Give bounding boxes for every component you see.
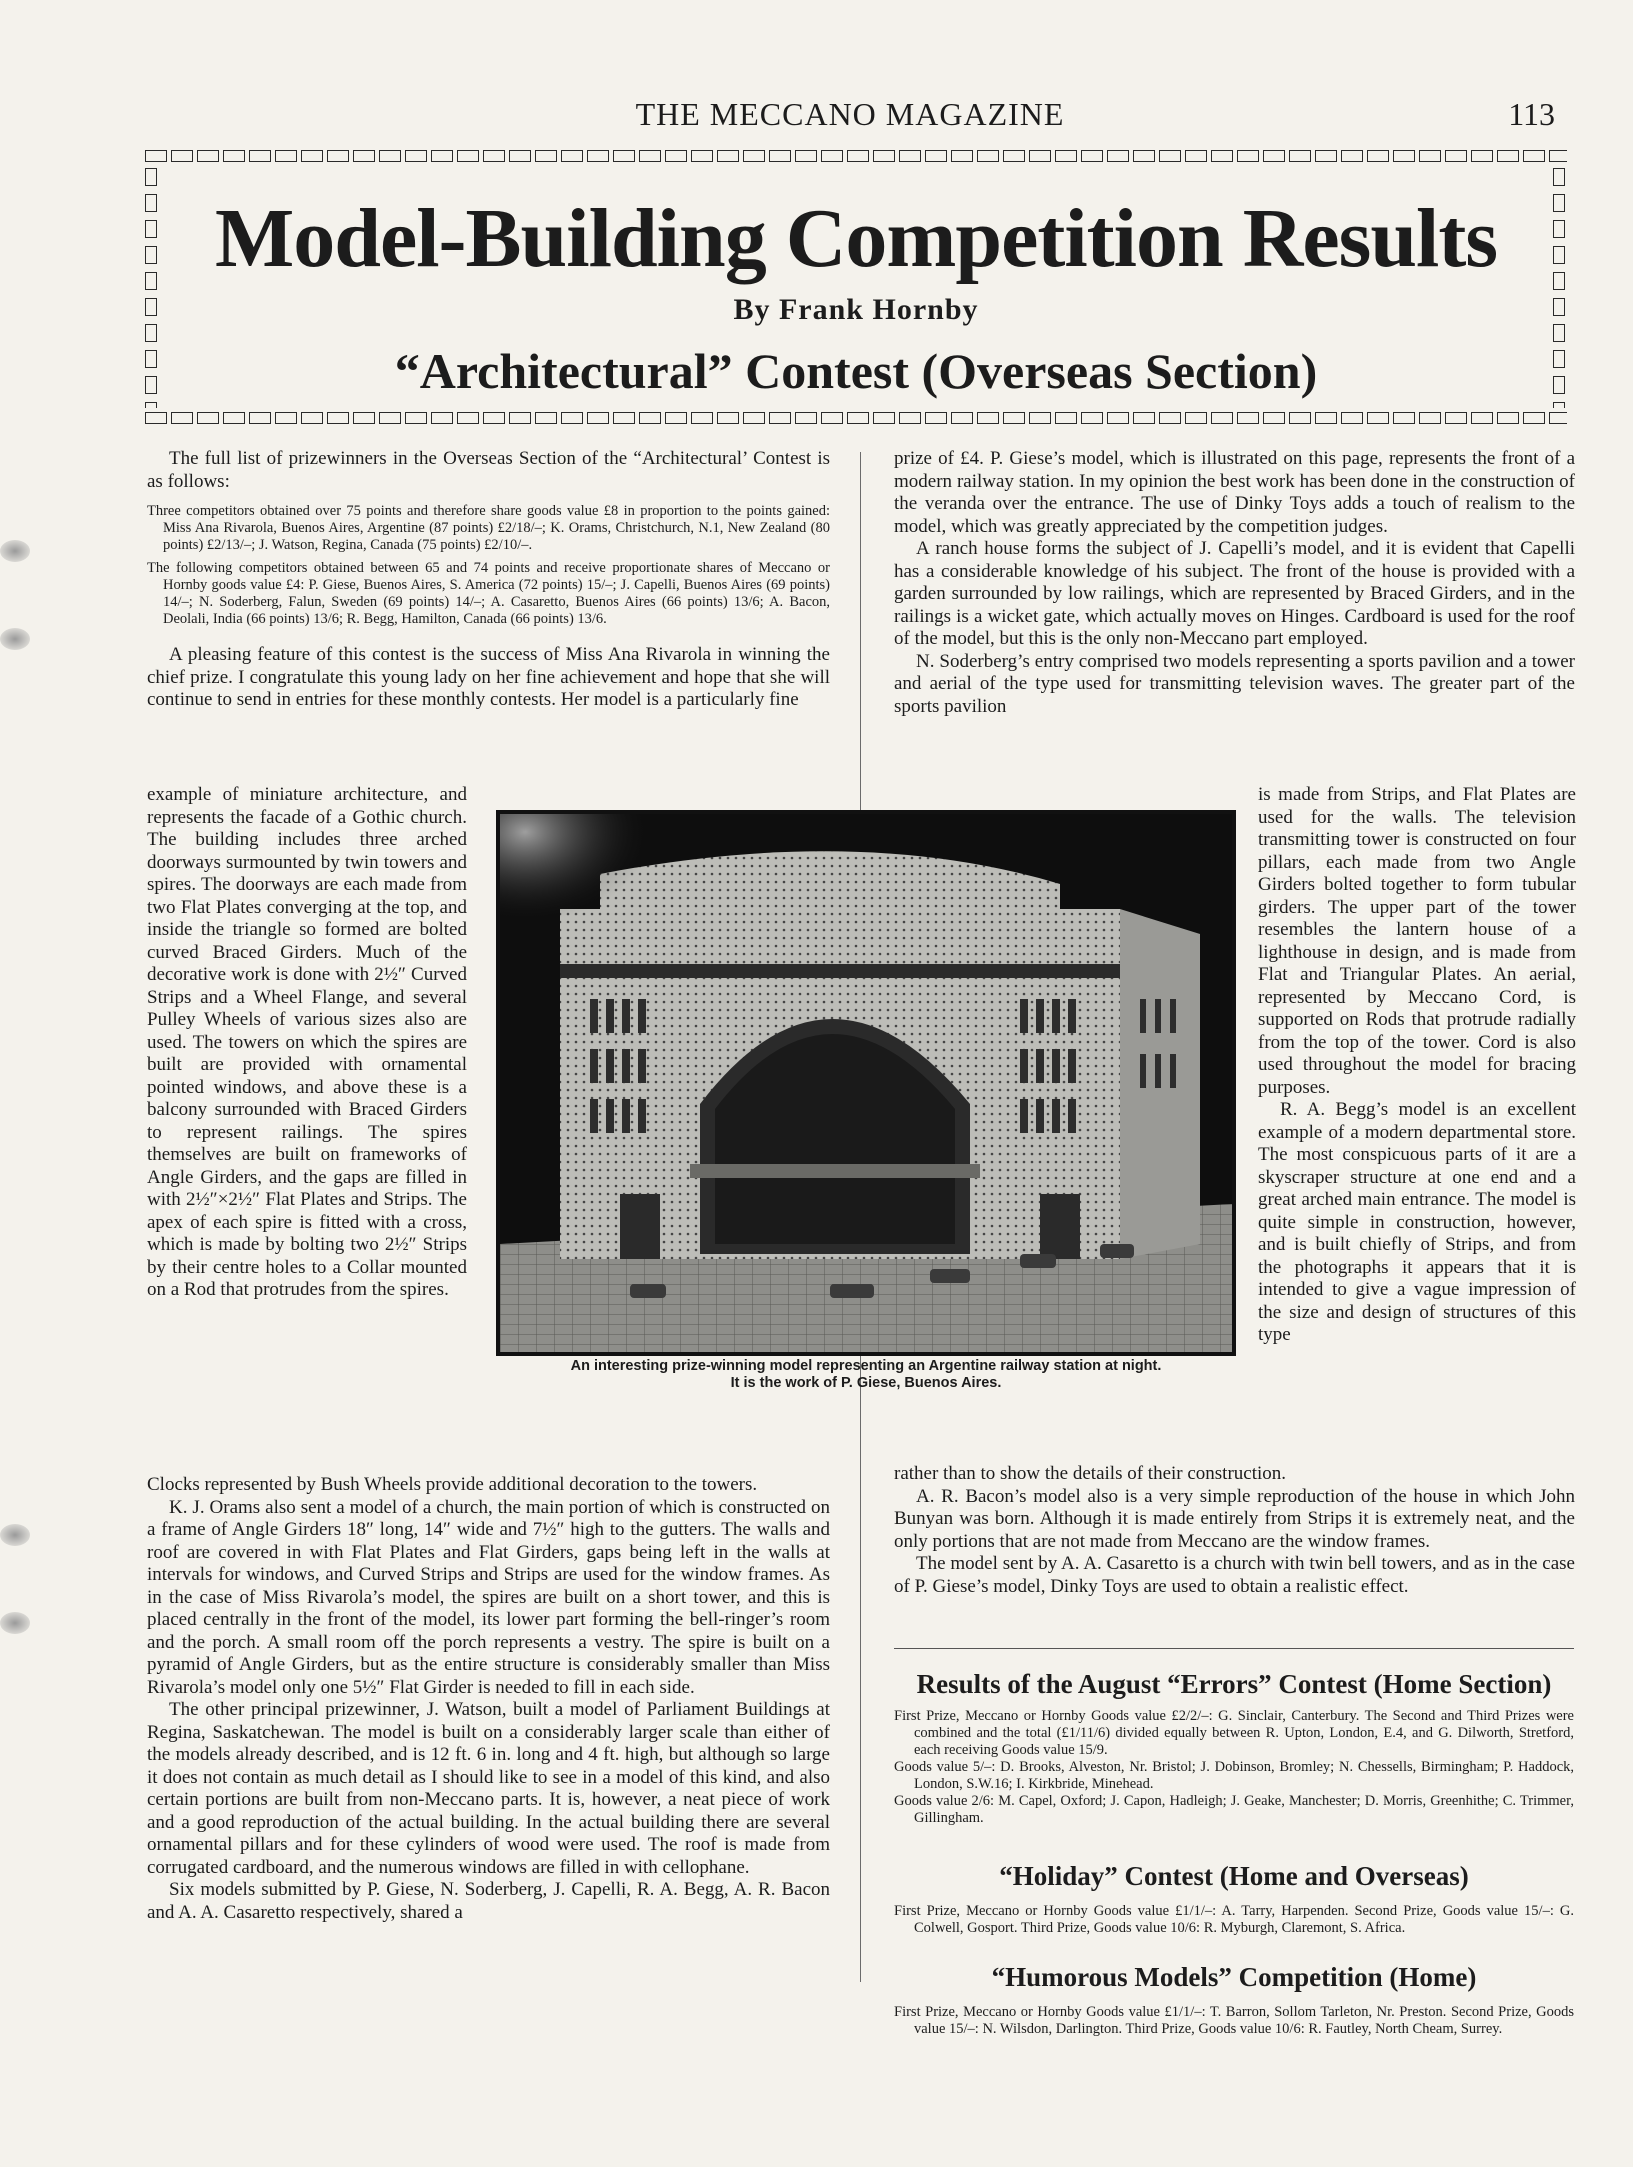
- border-square: [1523, 412, 1545, 424]
- article-subtitle: “Architectural” Contest (Overseas Section): [394, 343, 1318, 399]
- border-square: [535, 150, 557, 162]
- article-byline: By Frank Hornby: [733, 293, 979, 326]
- border-square: [1289, 150, 1311, 162]
- border-square: [665, 412, 687, 424]
- prize-list-paragraph: Three competitors obtained over 75 points and therefore share goods value £8 in proportion to the points gained: Miss Ana Rivarola, Buenos Aires, Argentine (87 points) £2/18/–; K. Orams, Christchurch, N.1, New Zealand (80 points) £2/13/–; J. Watson, Regina, Canada (75 points) £2/10/–.: [147, 503, 830, 553]
- border-square: [951, 412, 973, 424]
- decorative-border-bottom: [145, 412, 1567, 426]
- border-square: [1471, 150, 1493, 162]
- border-square: [1263, 412, 1285, 424]
- border-square: [1003, 412, 1025, 424]
- body-paragraph: N. Soderberg’s entry comprised two models representing a sports pavilion and a tower and aerial of the type used for transmitting television waves. The greater part of the sports pavilion: [894, 650, 1575, 717]
- border-square: [405, 150, 427, 162]
- humorous-contest-results: [894, 2004, 1574, 2038]
- border-square: [1419, 412, 1441, 424]
- binding-hole-mark: [0, 540, 30, 562]
- border-square: [1263, 150, 1285, 162]
- border-square: [873, 150, 895, 162]
- running-header: [145, 96, 1555, 140]
- border-square: [665, 150, 687, 162]
- border-square: [1393, 150, 1415, 162]
- body-paragraph: A pleasing feature of this contest is the success of Miss Ana Rivarola in winning the chief prize. I congratulate this young lady on her fine achievement and hope that she will continue to send in entries for these monthly contests. Her model is a particularly fine: [147, 644, 830, 710]
- result-entry: Goods value 5/–: D. Brooks, Alveston, Nr. Bristol; J. Dobinson, Bromley; N. Chessells, Birmingham; P. Haddock, London, S.W.16; I. Kirkbride, Minehead.: [894, 1759, 1574, 1792]
- title-frame: [145, 150, 1567, 426]
- border-square: [795, 412, 817, 424]
- border-square: [353, 412, 375, 424]
- border-square: [405, 412, 427, 424]
- left-column-top: [147, 448, 830, 712]
- body-paragraph: The other principal prizewinner, J. Watson, built a model of Parliament Buildings at Regina, Saskatchewan. The model is built on a considerably larger scale than either of the models already described, and is 12 ft. 6 in. long and 4 ft. high, but although so large it does not contain as much detail as I should like to see in a model of this kind, and also certain portions are built from non-Meccano parts. It is, however, a neat piece of work and a good reproduction of the actual building. In the actual building there are several ornamental pillars and for these cylinders of wood were used. The roof is made from corrugated cardboard, and the numerous windows are filled in with cellophane.: [147, 1699, 830, 1878]
- railway-station-model-photo: [496, 810, 1236, 1356]
- errors-contest-results: [894, 1708, 1574, 1827]
- border-square: [1133, 150, 1155, 162]
- body-paragraph: A ranch house forms the subject of J. Capelli’s model, and it is evident that Capelli has a considerable knowledge of his subject. The front of the house is provided with a garden surrounded by low railings, which are represented by Braced Girders, and in the railings is a wicket gate, which actually moves on Hinges. Cardboard is used for the roof of the model, but this is the only non-Meccano part employed.: [894, 538, 1575, 649]
- border-square: [1367, 412, 1389, 424]
- border-square: [1315, 150, 1337, 162]
- border-square: [1185, 412, 1207, 424]
- border-square: [1159, 150, 1181, 162]
- border-square: [1133, 412, 1155, 424]
- binding-hole-mark: [0, 1524, 30, 1546]
- border-square: [1081, 412, 1103, 424]
- body-paragraph: R. A. Begg’s model is an excellent example of a modern departmental store. The most conspicuous parts of it are a skyscraper structure at one end and a great arched main entrance. The model is quite simple in construction, however, and is built chiefly of Strips, and from the photographs it appears that it is intended to give a vague impression of the size and design of structures of this type: [1258, 1099, 1576, 1345]
- border-square: [1471, 412, 1493, 424]
- border-square: [223, 412, 245, 424]
- border-square: [327, 150, 349, 162]
- holiday-contest-heading: “Holiday” Contest (Home and Overseas): [999, 1861, 1469, 1891]
- border-square: [457, 412, 479, 424]
- border-square: [1549, 412, 1567, 424]
- border-square: [249, 412, 271, 424]
- body-paragraph: is made from Strips, and Flat Plates are used for the walls. The television transmitting tower is constructed on four pillars, each made from two Angle Girders bolted together to form tubular girders. The upper part of the tower resembles the lantern house of a lighthouse in design, and is made from Flat and Triangular Plates. An aerial, represented by Meccano Cord, is supported on Rods that protrude radially from the top of the tower. Cord is also used throughout the model for bracing purposes.: [1258, 784, 1576, 1098]
- border-square: [691, 150, 713, 162]
- humorous-contest-heading: “Humorous Models” Competition (Home): [991, 1962, 1477, 1992]
- border-square: [587, 150, 609, 162]
- binding-hole-mark: [0, 628, 30, 650]
- intro-paragraph: The full list of prizewinners in the Overseas Section of the “Architectural’ Contest is as follows:: [147, 448, 830, 492]
- border-square: [327, 412, 349, 424]
- border-square: [561, 412, 583, 424]
- border-square: [379, 150, 401, 162]
- border-square: [561, 150, 583, 162]
- border-square: [1055, 412, 1077, 424]
- border-square: [977, 412, 999, 424]
- border-square: [1107, 412, 1129, 424]
- border-square: [717, 150, 739, 162]
- border-square: [171, 150, 193, 162]
- result-entry: Goods value 2/6: M. Capel, Oxford; J. Capon, Hadleigh; J. Geake, Manchester; D. Morris, Greenhithe; C. Trimmer, Gillingham.: [894, 1793, 1574, 1826]
- border-square: [639, 412, 661, 424]
- border-square: [223, 150, 245, 162]
- border-square: [509, 412, 531, 424]
- border-square: [1185, 150, 1207, 162]
- border-square: [301, 150, 323, 162]
- border-square: [379, 412, 401, 424]
- border-square: [431, 412, 453, 424]
- border-square: [587, 412, 609, 424]
- border-square: [1497, 150, 1519, 162]
- border-square: [145, 402, 157, 408]
- border-square: [1159, 412, 1181, 424]
- prize-list-paragraph: The following competitors obtained between 65 and 74 points and receive proportionate shares of Meccano or Hornby goods value £4: P. Giese, Buenos Aires, S. America (72 points) 15/–; J. Capelli, Buenos Aires (69 points) 14/–; N. Soderberg, Falun, Sweden (69 points) 14/–; A. Casaretto, Buenos Aires (66 points) 13/6; A. Bacon, Deolali, India (66 points) 13/6; R. Begg, Hamilton, Canada (66 points) 13/6.: [147, 560, 830, 627]
- border-square: [431, 150, 453, 162]
- body-paragraph: prize of £4. P. Giese’s model, which is illustrated on this page, represents the front of a modern railway station. In my opinion the best work has been done in the construction of the veranda over the entrance. The use of Dinky Toys adds a touch of realism to the model, which was greatly appreciated by the competition judges.: [894, 448, 1575, 537]
- border-square: [1445, 150, 1467, 162]
- border-square: [1393, 412, 1415, 424]
- border-square: [743, 412, 765, 424]
- section-rule: [894, 1648, 1574, 1649]
- border-square: [951, 150, 973, 162]
- border-square: [1553, 402, 1565, 408]
- border-square: [821, 412, 843, 424]
- border-square: [795, 150, 817, 162]
- holiday-contest-results: [894, 1903, 1574, 1937]
- border-square: [197, 150, 219, 162]
- border-square: [1029, 412, 1051, 424]
- body-paragraph: A. R. Bacon’s model also is a very simple reproduction of the house in which John Bunyan was born. Although it is made entirely from Strips it is extremely neat, and the only portions that are not made from Meccano are the window frames.: [894, 1485, 1575, 1552]
- border-square: [1055, 150, 1077, 162]
- border-square: [145, 412, 167, 424]
- border-square: [1107, 150, 1129, 162]
- border-square: [639, 150, 661, 162]
- magazine-title: THE MECCANO MAGAZINE: [635, 96, 1065, 132]
- border-square: [1081, 150, 1103, 162]
- border-square: [171, 412, 193, 424]
- body-paragraph: rather than to show the details of their construction.: [894, 1463, 1287, 1484]
- border-square: [821, 150, 843, 162]
- border-square: [899, 412, 921, 424]
- caption-line: It is the work of P. Giese, Buenos Aires.: [730, 1375, 1002, 1391]
- left-column-bottom: [147, 1474, 830, 1924]
- border-square: [353, 150, 375, 162]
- border-square: [1341, 412, 1363, 424]
- border-square: [613, 150, 635, 162]
- border-square: [1003, 150, 1025, 162]
- decorative-border-top: [145, 150, 1567, 164]
- binding-hole-mark: [0, 1612, 30, 1634]
- border-square: [613, 412, 635, 424]
- left-wrap-text: [147, 784, 467, 1302]
- border-square: [145, 150, 167, 162]
- border-square: [1029, 150, 1051, 162]
- border-square: [925, 150, 947, 162]
- border-square: [249, 150, 271, 162]
- border-square: [1497, 412, 1519, 424]
- body-paragraph: The model sent by A. A. Casaretto is a church with twin bell towers, and as in the case of P. Giese’s model, Dinky Toys are used to obtain a realistic effect.: [894, 1553, 1575, 1597]
- figure: [496, 810, 1236, 1396]
- border-square: [847, 412, 869, 424]
- border-square: [535, 412, 557, 424]
- border-square: [301, 412, 323, 424]
- border-square: [925, 412, 947, 424]
- border-square: [483, 150, 505, 162]
- article-title: Model-Building Competition Results: [214, 192, 1498, 285]
- border-square: [1237, 150, 1259, 162]
- station-illustration: [500, 814, 1232, 1352]
- border-square: [1523, 150, 1545, 162]
- result-entry: First Prize, Meccano or Hornby Goods value £1/1/–: A. Tarry, Harpenden. Second Prize, Goods value 15/–: G. Colwell, Gosport. Third Prize, Goods value 10/6: R. Myburgh, Claremont, S. Africa.: [894, 1903, 1574, 1936]
- border-square: [873, 412, 895, 424]
- border-square: [743, 150, 765, 162]
- border-square: [977, 150, 999, 162]
- border-square: [691, 412, 713, 424]
- border-square: [1237, 412, 1259, 424]
- border-square: [1445, 412, 1467, 424]
- border-square: [1211, 412, 1233, 424]
- body-paragraph: Clocks represented by Bush Wheels provide additional decoration to the towers.: [147, 1474, 758, 1495]
- body-paragraph: Six models submitted by P. Giese, N. Soderberg, J. Capelli, R. A. Begg, A. R. Bacon and A. A. Casaretto respectively, shared a: [147, 1879, 830, 1923]
- border-square: [1367, 150, 1389, 162]
- border-square: [1211, 150, 1233, 162]
- border-square: [1553, 168, 1565, 186]
- body-paragraph: K. J. Orams also sent a model of a church, the main portion of which is constructed on a frame of Angle Girders 18″ long, 14″ wide and 7½″ high to the gutters. The walls and roof are covered in with Flat Plates and Flat Girders, gaps being left in the walls at intervals for windows, and Curved Strips and Strips are used for the window frames. As in the case of Miss Rivarola’s model, the spires are built on a short tower, and this is placed centrally in the front of the model, its lower part forming the bell-ringer’s room and the porch. A small room off the porch represents a vestry. The spire is built on a pyramid of Angle Girders, but as the entire structure is considerably smaller than Miss Rivarola’s model only one 5½″ Flat Girder is needed to fill in each side.: [147, 1496, 830, 1698]
- right-column-bottom: [894, 1463, 1575, 1598]
- right-wrap-text: [1258, 784, 1576, 1347]
- border-square: [717, 412, 739, 424]
- figure-caption: [496, 1358, 1236, 1392]
- page-number: 113: [1508, 96, 1555, 132]
- border-square: [275, 412, 297, 424]
- border-square: [769, 150, 791, 162]
- border-square: [1341, 150, 1363, 162]
- border-square: [847, 150, 869, 162]
- border-square: [457, 150, 479, 162]
- border-square: [145, 168, 157, 186]
- errors-contest-heading: Results of the August “Errors” Contest (Home Section): [916, 1669, 1552, 1699]
- border-square: [197, 412, 219, 424]
- border-square: [1315, 412, 1337, 424]
- border-square: [1549, 150, 1567, 162]
- border-square: [899, 150, 921, 162]
- result-entry: First Prize, Meccano or Hornby Goods value £2/2/–: G. Sinclair, Canterbury. The Second and Third Prizes were combined and the total (£1/11/6) divided equally between R. Upton, London, E.4, and G. Dilworth, Stretford, each receiving Goods value 15/9.: [894, 1708, 1574, 1758]
- border-square: [769, 412, 791, 424]
- border-square: [275, 150, 297, 162]
- border-square: [1419, 150, 1441, 162]
- border-square: [483, 412, 505, 424]
- border-square: [1289, 412, 1311, 424]
- body-paragraph: example of miniature architecture, and represents the facade of a Gothic church. The building includes three arched doorways surmounted by twin towers and spires. The doorways are each made from two Flat Plates converging at the top, and inside the triangle so formed are bolted curved Braced Girders. Much of the decorative work is done with 2½″ Curved Strips and a Wheel Flange, and several Pulley Wheels of various sizes also are used. The towers on which the spires are built are provided with ornamental pointed windows, and above these is a balcony surrounded with Braced Girders to represent railings. The spires themselves are built on frameworks of Angle Girders, and the gaps are filled in with 2½″×2½″ Flat Plates and Strips. The apex of each spire is fitted with a cross, which is made by bolting two 2½″ Strips by their centre holes to a Collar mounted on a Rod that protrudes from the spires.: [147, 784, 467, 1300]
- right-column-top: [894, 448, 1575, 718]
- border-square: [509, 150, 531, 162]
- caption-line: An interesting prize-winning model representing an Argentine railway station at night.: [570, 1358, 1162, 1374]
- result-entry: First Prize, Meccano or Hornby Goods value £1/1/–: T. Barron, Sollom Tarleton, Nr. Preston. Second Prize, Goods value 15/–: N. Wilsdon, Darlington. Third Prize, Goods value 10/6: R. Fautley, North Cheam, Surrey.: [894, 2004, 1574, 2037]
